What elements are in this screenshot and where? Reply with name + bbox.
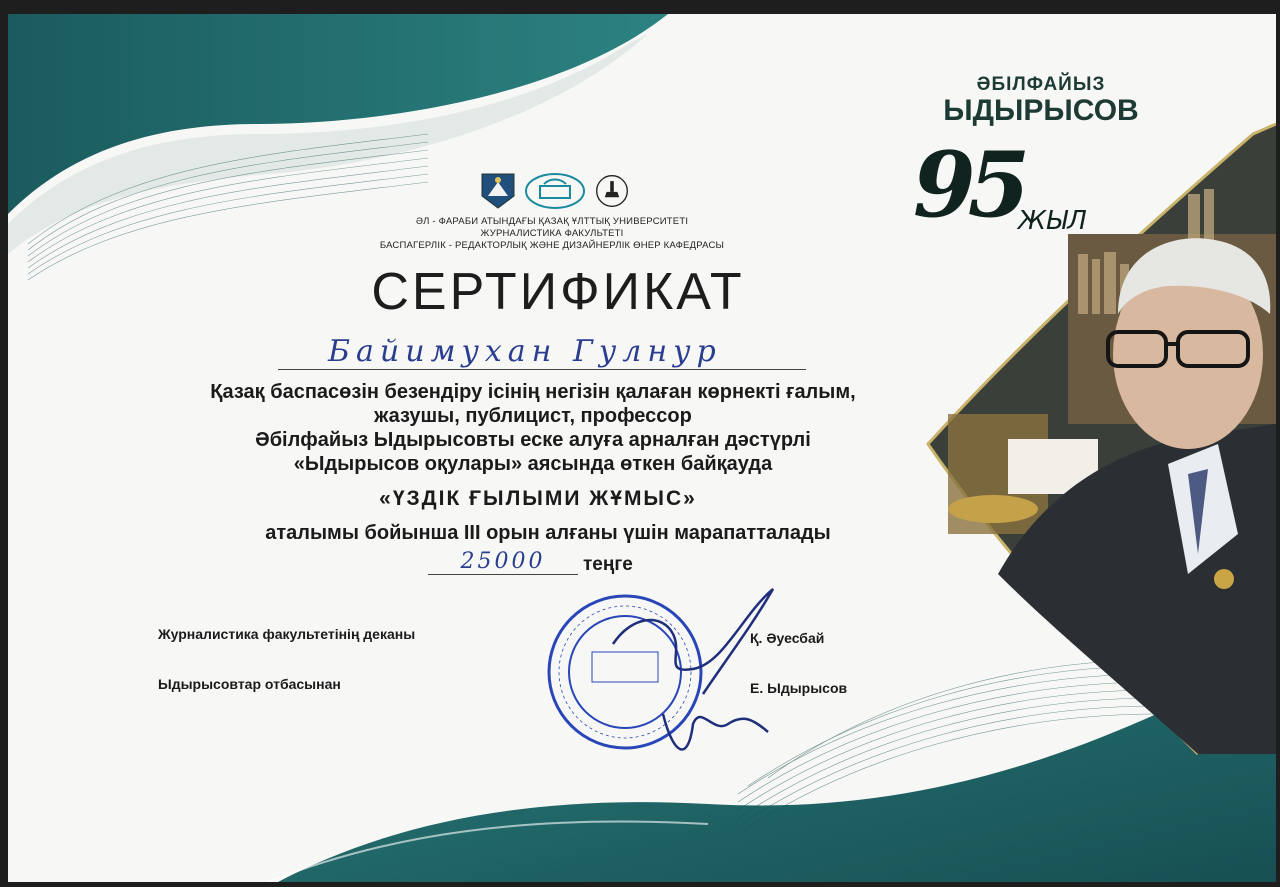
certificate-body <box>118 380 948 476</box>
prize-amount: 25000 <box>428 549 578 575</box>
anniversary-unit: ЖЫЛ <box>1018 206 1087 236</box>
family-signer-name: Е. Ыдырысов <box>750 680 848 696</box>
dean-signature-icon <box>593 574 813 774</box>
prize-currency: теңге <box>583 554 633 575</box>
body-line: «Ыдырысов оқулары» аясында өткен байқауда <box>293 453 773 475</box>
body-line: Қазақ баспасөзін безендіру ісінің негізін қалаған көрнекті ғалым, <box>210 381 856 403</box>
department-emblem-icon <box>594 172 630 210</box>
certificate-paper <box>8 14 1276 882</box>
university-name: ӘЛ - ФАРАБИ АТЫНДАҒЫ ҚАЗАҚ ҰЛТТЫҚ УНИВЕРСИТЕТІ <box>415 216 689 227</box>
certificate-title: СЕРТИФИКАТ <box>371 263 745 321</box>
anniversary-header <box>926 74 1156 128</box>
department-name: БАСПАГЕРЛІК - РЕДАКТОРЛЫҚ ЖӘНЕ ДИЗАЙНЕРЛІК ӨНЕР КАФЕДРАСЫ <box>379 240 725 251</box>
university-header <box>372 216 732 252</box>
logo-row <box>480 169 640 213</box>
faculty-emblem-icon <box>524 172 586 210</box>
family-label: Ыдырысовтар отбасынан <box>158 676 341 692</box>
award-nomination: «ҮЗДІК ҒЫЛЫМИ ЖҰМЫС» <box>379 487 697 510</box>
dean-name: Қ. Әуесбай <box>750 630 825 646</box>
award-place-line: аталымы бойынша ІІІ орын алғаны үшін марапатталады <box>265 522 831 544</box>
anniversary-number: 95 <box>913 132 1023 238</box>
anniversary-first-name: ӘБІЛФАЙЫЗ <box>976 74 1106 95</box>
body-line: жазушы, публицист, профессор <box>374 405 692 427</box>
anniversary-last-name: ЫДЫРЫСОВ <box>943 94 1139 127</box>
university-emblem-icon <box>480 172 516 210</box>
body-line: Әбілфайыз Ыдырысовты еске алуға арналған дәстүрлі <box>255 429 811 451</box>
dean-label: Журналистика факультетінің деканы <box>158 626 416 642</box>
faculty-name: ЖУРНАЛИСТИКА ФАКУЛЬТЕТІ <box>480 228 624 239</box>
recipient-name: Байимухан Гулнур <box>328 334 722 369</box>
recipient-underline <box>278 369 806 370</box>
